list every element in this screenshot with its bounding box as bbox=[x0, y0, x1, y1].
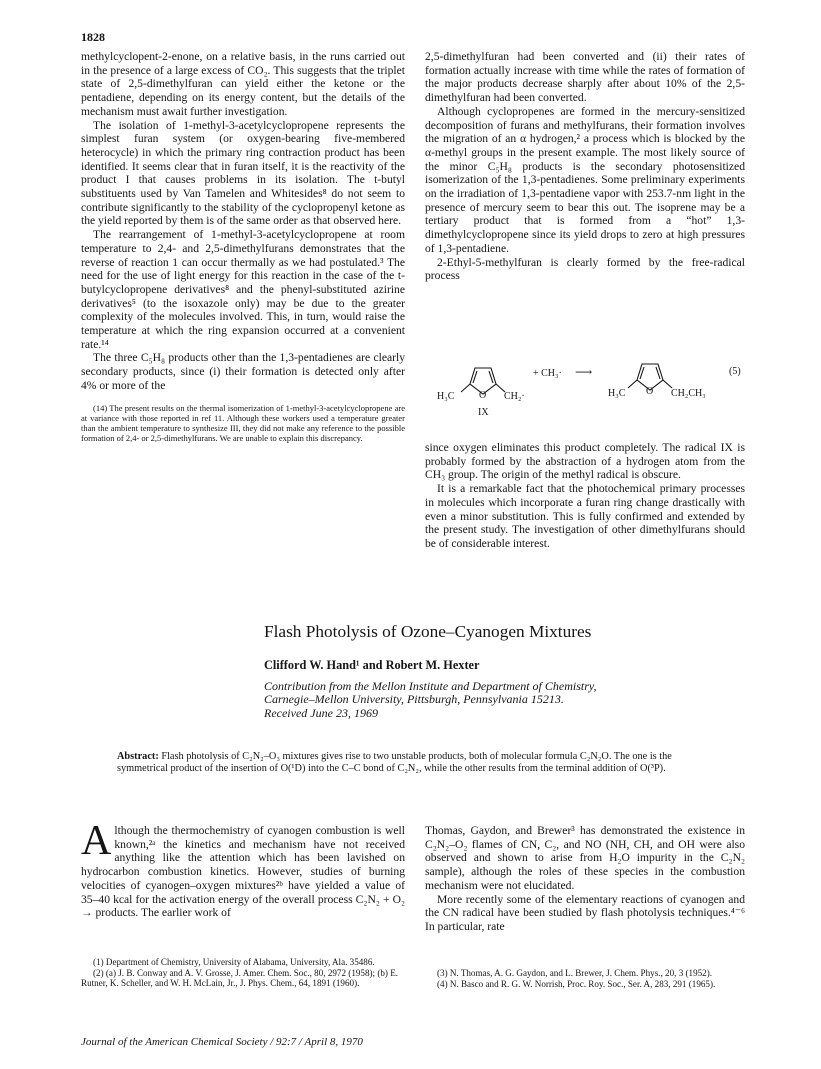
paragraph bbox=[81, 818, 405, 920]
paragraph: Although cyclopropenes are formed in the mercury-sensitized decomposition of furans and methylfurans, their formation involves the migration of an α hydrogen,² a process which is blocked by the α-methyl groups in the present example. The most likely source of the minor C₅H₈ products is the secondary photosensitized isomerization of the 1,3-pentadienes. Some preliminary experiments on the irradiation of 1,3-pentadiene vapor with 253.7-nm light in the presence of mercury seem to bear this out. The isoprene may be a tertiary product that is formed from a “hot” 1,3-dimethylcyclopropene since its yield drops to zero at high pressures of 1,3-pentadiene. bbox=[425, 104, 745, 255]
scheme-ring-oxygen: O bbox=[479, 390, 487, 401]
left-column-upper bbox=[81, 50, 405, 443]
paragraph: More recently some of the elementary reactions of cyanogen and the CN radical have been studied by flash photolysis techniques.⁴⁻⁶ In particular, rate bbox=[425, 892, 745, 933]
scheme-product-left: H₃C bbox=[608, 388, 626, 399]
article-authors: Clifford W. Hand¹ and Robert M. Hexter bbox=[264, 658, 480, 672]
paragraph: 2-Ethyl-5-methylfuran is clearly formed by the free-radical process bbox=[425, 255, 745, 283]
scheme-label: IX bbox=[478, 407, 489, 418]
right-column-upper-continued bbox=[425, 441, 745, 551]
paragraph: Thomas, Gaydon, and Brewer³ has demonstrated the existence in C₂N₂–O₂ flames of CN, C₂, and NO (NH, CH, and OH were also observed and shown to arise from H₂O impurity in the C₂N₂ sample), although the roles of these species in the combustion mechanism were not elucidated. bbox=[425, 824, 745, 892]
article-title: Flash Photolysis of Ozone–Cyanogen Mixtures bbox=[264, 622, 592, 641]
body-text: lthough the thermochemistry of cyanogen combustion is well known,²ᵃ the kinetics and mechanism have not received anything like the attention which has been lavished on hydrocarbon combustion kinetics. However, studies of burning velocities of cyanogen–oxygen mixtures²ᵇ have yielded a value of 35–40 kcal for the activation energy of the overall process C₂N₂ + O₂ → products. The earlier work of bbox=[81, 824, 405, 920]
scheme-substituent-left: H₃C bbox=[437, 391, 455, 402]
footnote: (4) N. Basco and R. G. W. Norrish, Proc. Roy. Soc., Ser. A, 283, 291 (1965). bbox=[437, 978, 716, 989]
page-number: 1828 bbox=[81, 30, 105, 44]
article-affiliation bbox=[264, 680, 597, 720]
scheme-plus-reagent: + CH₃· bbox=[533, 368, 562, 379]
right-column-lower bbox=[425, 824, 745, 934]
journal-footer: Journal of the American Chemical Society / 92:7 / April 8, 1970 bbox=[81, 1036, 363, 1048]
paragraph: methylcyclopent-2-enone, on a relative basis, in the runs carried out in the presence of a large excess of CO₂. This suggests that the triplet state of 2,5-dimethylfuran can yield either the ketone or the pentadiene, depending on its energy content, but the details of the mechanism must await further investigation. bbox=[81, 50, 405, 118]
scheme-product-right: CH₂CH₃ bbox=[671, 388, 706, 399]
scheme-substituent-right: CH₂· bbox=[504, 391, 525, 402]
paragraph: The three C₅H₈ products other than the 1,3-pentadienes are clearly secondary products, since (i) their formation is detected only after 4% or more of the bbox=[81, 351, 405, 392]
affiliation-line: Carnegie–Mellon University, Pittsburgh, Pennsylvania 15213. bbox=[264, 692, 564, 707]
paragraph: since oxygen eliminates this product completely. The radical IX is probably formed by the abstraction of a hydrogen atom from the CH₃ group. The origin of the methyl radical is obscure. bbox=[425, 441, 745, 482]
abstract-text: Flash photolysis of C₂N₂–O₃ mixtures gives rise to two unstable products, both of molecular formula C₂N₂O. The one is the symmetrical product of the insertion of O(¹D) into the C–C bond of C₂N₂, while the other results from the terminal addition of O(³P). bbox=[117, 751, 672, 775]
affiliation-line: Contribution from the Mellon Institute and Department of Chemistry, bbox=[264, 679, 597, 693]
right-column-upper bbox=[425, 50, 745, 283]
paragraph: It is a remarkable fact that the photochemical primary processes in molecules which incorporate a furan ring change drastically with even a minor substitution. This is fully confirmed and extended by the present study. The investigation of other dimethylfurans should be of considerable interest. bbox=[425, 482, 745, 550]
footnote: (1) Department of Chemistry, University of Alabama, University, Ala. 35486. bbox=[93, 957, 375, 967]
left-column-lower bbox=[81, 818, 405, 920]
reaction-scheme bbox=[425, 352, 760, 420]
scheme-arrow: ⟶ bbox=[575, 365, 593, 379]
affiliation-line: Received June 23, 1969 bbox=[264, 705, 378, 720]
footnote: (2) (a) J. B. Conway and A. V. Grosse, J. Amer. Chem. Soc., 80, 2972 (1958); (b) E. Rutner, K. Scheller, and W. H. McLain, Jr., J. Phys. Chem., 64, 1891 (1960). bbox=[81, 967, 399, 989]
paragraph: The rearrangement of 1-methyl-3-acetylcyclopropene at room temperature to 2,4- and 2,5-dimethylfurans demonstrates that the reverse of reaction 1 can occur thermally as we had postulated.³ The need for the use of light energy for this reaction in the case of the t-butylcyclopropene derivatives⁸ and the phenyl-substituted azirine derivatives⁵ (to the isoxazole only) may be due to the greater complexity of the molecules involved. This, in turn, would raise the temperature at which the ring expansion occurred at a convenient rate.¹⁴ bbox=[81, 228, 405, 351]
scheme-equation-number: (5) bbox=[729, 366, 741, 377]
footnote-14: (14) The present results on the thermal isomerization of 1-methyl-3-acetylcyclopropene are at variance with those reported in ref 11. Although these workers used a temperature greater than the ambient temperature to synthesize III, they did not make any reference to the possible formation of 2,4- or 2,5-dimethylfurans. We are unable to explain this discrepancy. bbox=[81, 402, 405, 444]
abstract bbox=[117, 751, 702, 775]
scheme-product-oxygen: O bbox=[646, 386, 654, 397]
footnotes-left bbox=[81, 957, 405, 989]
footnote: (3) N. Thomas, A. G. Gaydon, and L. Brewer, J. Chem. Phys., 20, 3 (1952). bbox=[437, 968, 713, 978]
footnotes-right bbox=[425, 968, 745, 989]
drop-cap: A bbox=[81, 818, 112, 864]
paragraph: The isolation of 1-methyl-3-acetylcyclopropene represents the simplest furan system (or oxygen-bearing five-membered heterocycle) in which the primary ring contraction product has been identified. It seems clear that in furan itself, it is the reactivity of the product I that causes problems in its isolation. The t-butyl substituents used by Van Tamelen and Whitesides⁸ do not seem to contribute significantly to the stability of the cyclopropenyl ketone as the yield reported by them is of the same order as that observed here. bbox=[81, 118, 405, 228]
abstract-label: Abstract: bbox=[117, 751, 159, 762]
paragraph: 2,5-dimethylfuran had been converted and (ii) their rates of formation actually increase with time while the rates of formation of the major products decrease sharply after about 10% of the 2,5-dimethylfuran had been converted. bbox=[425, 50, 745, 105]
